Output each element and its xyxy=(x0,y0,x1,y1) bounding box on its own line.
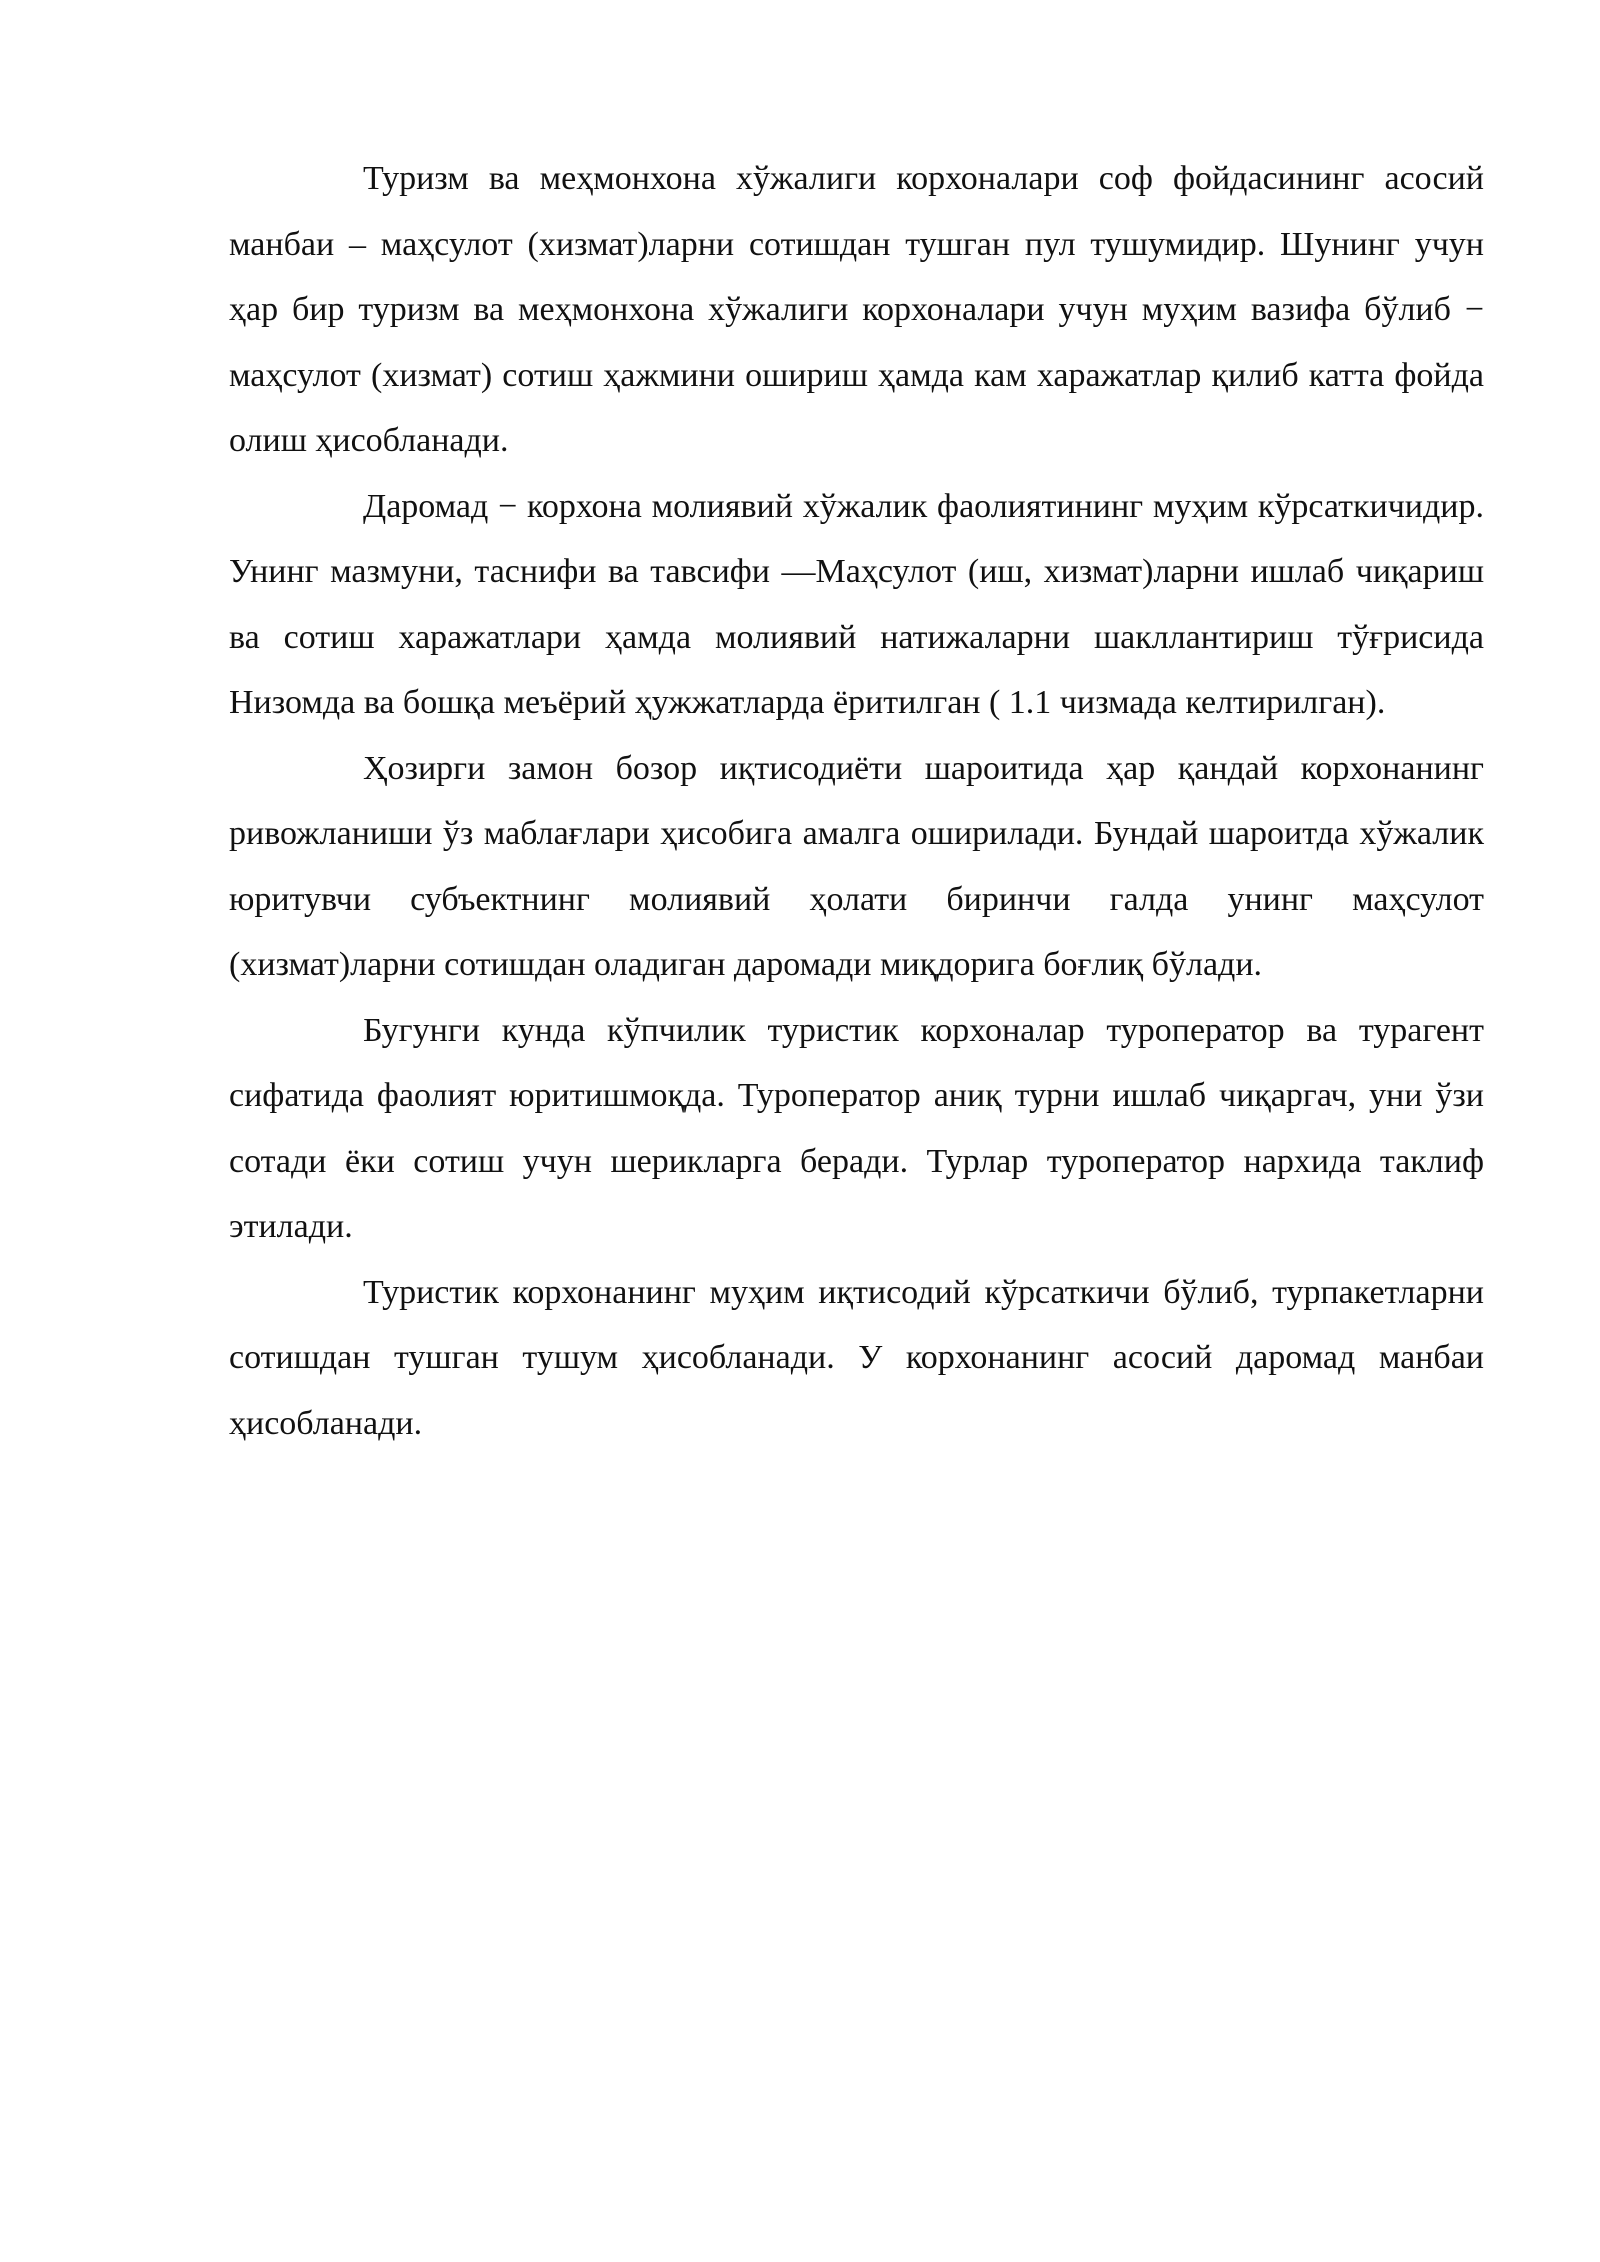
paragraph-5: Туристик корхонанинг муҳим иқтисодий кўрсаткичи бўлиб, турпакетларни сотишдан тушган тушум ҳисобланади. У корхонанинг асосий даромад манбаи ҳисобланади. xyxy=(229,1273,1484,1442)
paragraph-2: Даромад − корхона молиявий хўжалик фаолиятининг муҳим кўрсаткичидир. Унинг мазмуни, таснифи ва тавсифи ―Маҳсулот (иш, хизмат)ларни ишлаб чиқариш ва сотиш харажатлари ҳамда молиявий натижаларни шакллантириш тўғрисида Низомда ва бошқа меъёрий ҳужжатларда ёритилган ( 1.1 чизмада келтирилган). xyxy=(229,487,1484,721)
paragraph-1: Туризм ва меҳмонхона хўжалиги корхоналари соф фойдасининг асосий манбаи – маҳсулот (хизмат)ларни сотишдан тушган пул тушумидир. Шунинг учун ҳар бир туризм ва меҳмонхона хўжалиги корхоналари учун муҳим вазифа бўлиб − маҳсулот (хизмат) сотиш ҳажмини ошириш ҳамда кам харажатлар қилиб катта фойда олиш ҳисобланади. xyxy=(229,160,1484,459)
paragraph-3: Ҳозирги замон бозор иқтисодиёти шароитида ҳар қандай корхонанинг ривожланиши ўз маблағлари ҳисобига амалга оширилади. Бундай шароитда хўжалик юритувчи субъектнинг молиявий ҳолати биринчи галда унинг маҳсулот (хизмат)ларни сотишдан оладиган даромади миқдорига боғлиқ бўлади. xyxy=(229,749,1484,983)
document-body xyxy=(229,146,1484,1456)
paragraph-4: Бугунги кунда кўпчилик туристик корхоналар туроператор ва турагент сифатида фаолият юритишмоқда. Туроператор аниқ турни ишлаб чиқаргач, уни ўзи сотади ёки сотиш учун шерикларга беради. Турлар туроператор нархида таклиф этилади. xyxy=(229,1011,1484,1245)
